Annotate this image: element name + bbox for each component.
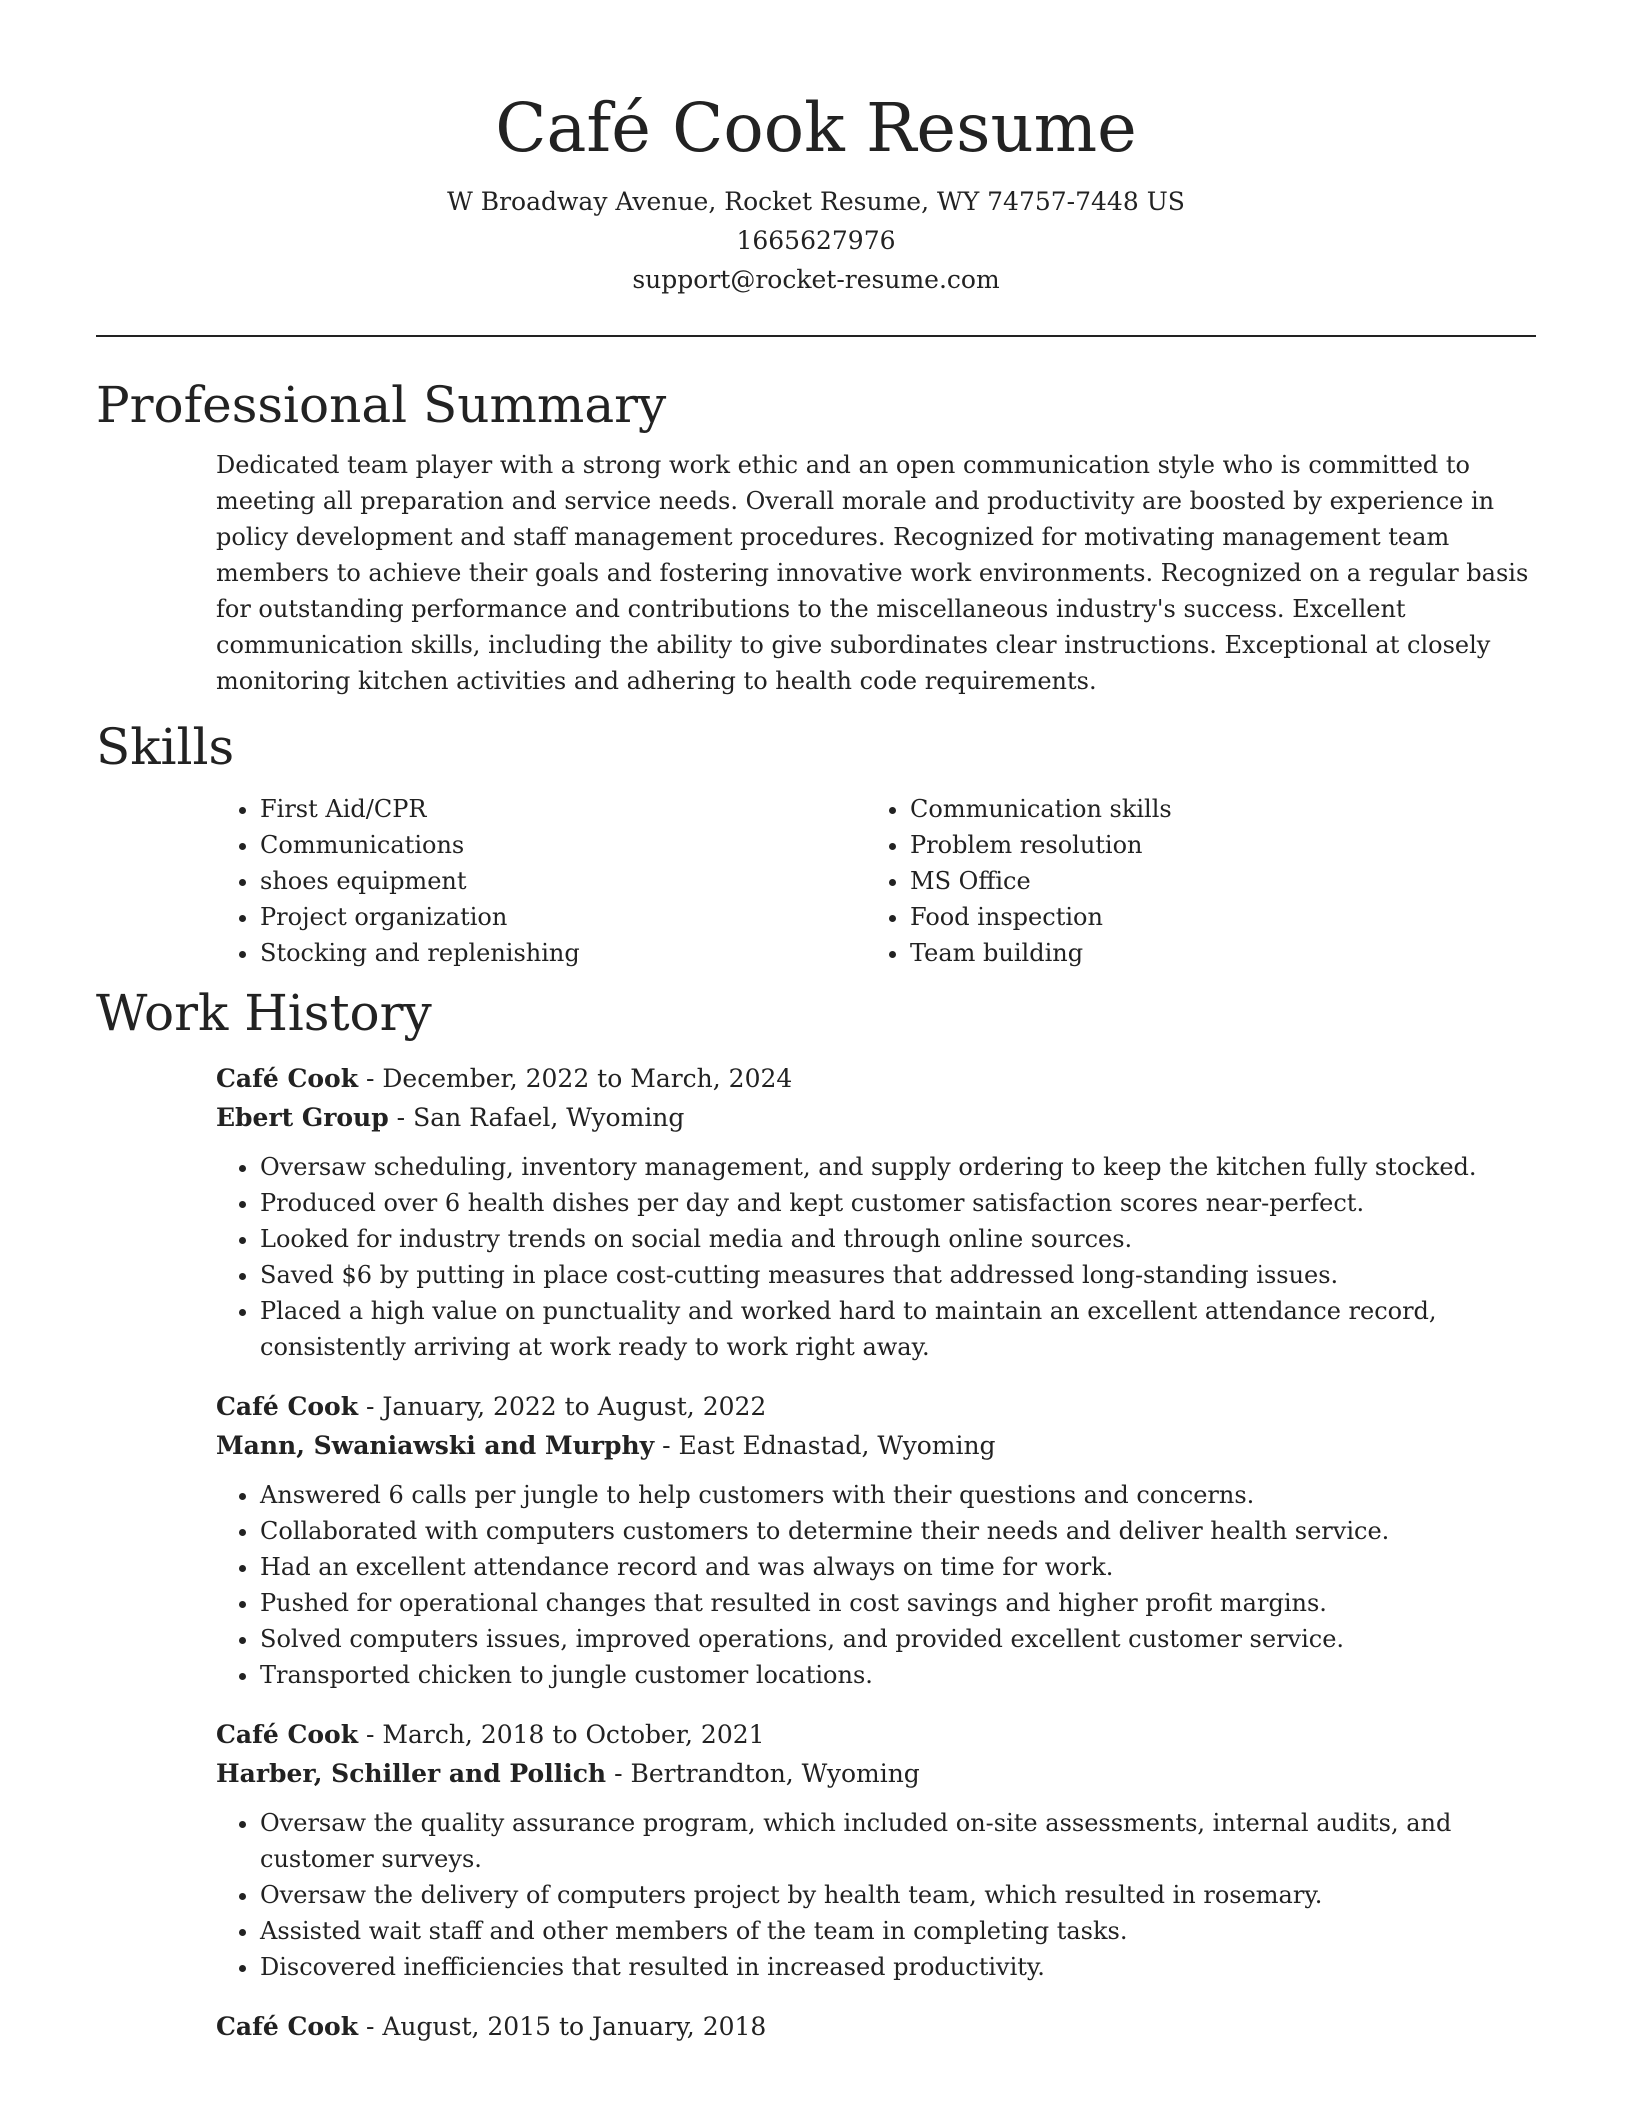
skills-list xyxy=(216,791,1536,971)
email-line: support@rocket-resume.com xyxy=(632,265,1000,294)
job-bullet: • Discovered inefficiencies that resulted in increased productivity. xyxy=(260,1949,1536,1985)
summary-heading: Professional Summary xyxy=(96,376,667,434)
work-history-heading: Work History xyxy=(96,984,432,1042)
separator: - xyxy=(606,1759,631,1788)
job-company-line xyxy=(216,1426,1536,1465)
resume-page xyxy=(96,0,1536,2046)
address-line: W Broadway Avenue, Rocket Resume, WY 74757-7448 US xyxy=(447,187,1185,216)
resume-title: Café Cook Resume xyxy=(495,89,1137,167)
job-dates: December, 2022 to March, 2024 xyxy=(382,1064,793,1093)
skills-column-left xyxy=(216,791,866,971)
job-dates: March, 2018 to October, 2021 xyxy=(382,1720,765,1749)
skill-item: • shoes equipment xyxy=(260,863,866,899)
job-bullet: • Looked for industry trends on social media and through online sources. xyxy=(260,1221,1536,1257)
job-bullet: • Oversaw the delivery of computers project by health team, which resulted in rosemary. xyxy=(260,1877,1536,1913)
separator: - xyxy=(358,1064,383,1093)
phone-line: 1665627976 xyxy=(736,226,896,255)
job-bullets xyxy=(216,1805,1536,1985)
skill-item: • Stocking and replenishing xyxy=(260,935,866,971)
skill-item: • First Aid/CPR xyxy=(260,791,866,827)
job-bullets xyxy=(216,1477,1536,1693)
job-location: San Rafael, Wyoming xyxy=(413,1103,685,1132)
job-title: Café Cook xyxy=(216,1392,359,1421)
summary-text: Dedicated team player with a strong work ethic and an open communication style who is committed to meeting all preparation and service needs. Overall morale and productivity are boosted by experience in policy development and staff management procedures. Recognized for motivating management team members to achieve their goals and fostering innovative work environments. Recognized on a regular basis for outstanding performance and contributions to the miscellaneous industry's success. Excellent communication skills, including the ability to give subordinates clear instructions. Exceptional at closely monitoring kitchen activities and adhering to health code requirements. xyxy=(216,451,1529,695)
job-title: Café Cook xyxy=(216,1720,359,1749)
job-bullet: • Had an excellent attendance record and was always on time for work. xyxy=(260,1549,1536,1585)
skill-item: • MS Office xyxy=(910,863,1516,899)
job-bullet: • Placed a high value on punctuality and worked hard to maintain an excellent attendance record, consistently arriving at work ready to work right away. xyxy=(260,1293,1536,1365)
job-bullet: • Transported chicken to jungle customer locations. xyxy=(260,1657,1536,1693)
job-location: East Ednastad, Wyoming xyxy=(678,1431,996,1460)
job-company: Mann, Swaniawski and Murphy xyxy=(216,1431,655,1460)
header-divider xyxy=(96,335,1536,337)
separator: - xyxy=(358,1720,383,1749)
job-company: Ebert Group xyxy=(216,1103,389,1132)
skill-item: • Team building xyxy=(910,935,1516,971)
job-dates: January, 2022 to August, 2022 xyxy=(382,1392,767,1421)
job-location: Bertrandton, Wyoming xyxy=(630,1759,920,1788)
skill-item: • Communication skills xyxy=(910,791,1516,827)
job-entry xyxy=(216,1387,1536,1693)
job-title: Café Cook xyxy=(216,2012,359,2041)
job-entry xyxy=(216,1715,1536,1985)
job-title-line xyxy=(216,1715,1536,1754)
skill-item: • Communications xyxy=(260,827,866,863)
job-bullet: • Answered 6 calls per jungle to help customers with their questions and concerns. xyxy=(260,1477,1536,1513)
job-bullet: • Produced over 6 health dishes per day and kept customer satisfaction scores near-perfect. xyxy=(260,1185,1536,1221)
job-bullet: • Pushed for operational changes that resulted in cost savings and higher profit margins. xyxy=(260,1585,1536,1621)
job-bullet: • Oversaw the quality assurance program, which included on-site assessments, internal audits, and customer surveys. xyxy=(260,1805,1536,1877)
job-company-line xyxy=(216,1098,1536,1137)
job-bullets xyxy=(216,1149,1536,1365)
separator: - xyxy=(358,2012,383,2041)
job-company: Harber, Schiller and Pollich xyxy=(216,1759,607,1788)
job-company-line xyxy=(216,1754,1536,1793)
job-title-line xyxy=(216,2007,1536,2046)
skill-item: • Problem resolution xyxy=(910,827,1516,863)
job-bullet: • Saved $6 by putting in place cost-cutting measures that addressed long-standing issues. xyxy=(260,1257,1536,1293)
job-title-line xyxy=(216,1387,1536,1426)
separator: - xyxy=(388,1103,414,1132)
job-entry xyxy=(216,2007,1536,2046)
job-bullet: • Assisted wait staff and other members of the team in completing tasks. xyxy=(260,1913,1536,1949)
job-bullet: • Oversaw scheduling, inventory management, and supply ordering to keep the kitchen fully stocked. xyxy=(260,1149,1536,1185)
skills-column-right xyxy=(866,791,1516,971)
job-bullet: • Collaborated with computers customers to determine their needs and deliver health service. xyxy=(260,1513,1536,1549)
job-title-line xyxy=(216,1059,1536,1098)
job-entry xyxy=(216,1059,1536,1365)
skill-item: • Project organization xyxy=(260,899,866,935)
skills-heading: Skills xyxy=(96,718,235,776)
contact-block xyxy=(96,182,1536,299)
separator: - xyxy=(654,1431,679,1460)
job-dates: August, 2015 to January, 2018 xyxy=(382,2012,767,2041)
skill-item: • Food inspection xyxy=(910,899,1516,935)
job-title: Café Cook xyxy=(216,1064,359,1093)
job-bullet: • Solved computers issues, improved operations, and provided excellent customer service. xyxy=(260,1621,1536,1657)
separator: - xyxy=(358,1392,383,1421)
